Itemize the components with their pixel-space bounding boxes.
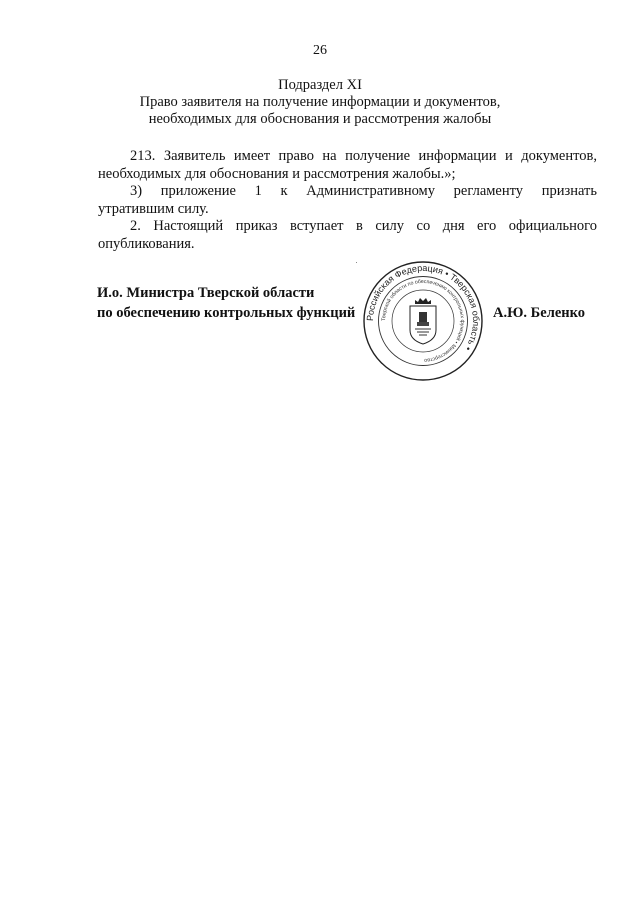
document-body xyxy=(98,148,597,253)
subsection-heading-line: Право заявителя на получение информации и документов, xyxy=(139,94,501,110)
paragraph-line: 213. Заявитель имеет право на получение информации и документов, xyxy=(130,148,597,164)
paragraph-line: утратившим силу. xyxy=(98,200,209,217)
signature-position-line: по обеспечению контрольных функций xyxy=(97,305,356,321)
subsection-title: Подраздел XI xyxy=(278,77,362,93)
subsection-heading xyxy=(120,77,520,128)
scan-speck xyxy=(356,262,357,263)
official-seal xyxy=(362,260,484,382)
paragraph-line: 2. Настоящий приказ вступает в силу со дня его официального xyxy=(130,218,597,234)
paragraph-line: необходимых для обоснования и рассмотрения жалобы.»; xyxy=(98,165,456,182)
seal-outer-text: Российская Федерация • Тверская область • xyxy=(364,262,482,353)
signer-name: А.Ю. Беленко xyxy=(493,305,586,321)
paragraph-line: опубликования. xyxy=(98,235,195,252)
signature-position-line: И.о. Министра Тверской области xyxy=(97,285,315,301)
paragraph-effective-date xyxy=(98,218,597,253)
seal-inner-text: Тверской области по обеспечению контрольных функций • Министерство xyxy=(380,278,466,364)
signature-position xyxy=(97,283,355,323)
paragraph-line: 3) приложение 1 к Административному регламенту признать xyxy=(130,183,597,199)
subsection-heading-line: необходимых для обоснования и рассмотрения жалобы xyxy=(148,111,492,127)
paragraph-appendix-repeal xyxy=(98,183,597,218)
page-number: 26 xyxy=(313,43,327,58)
paragraph-213 xyxy=(98,148,597,183)
tver-coat-of-arms-icon xyxy=(410,298,436,344)
